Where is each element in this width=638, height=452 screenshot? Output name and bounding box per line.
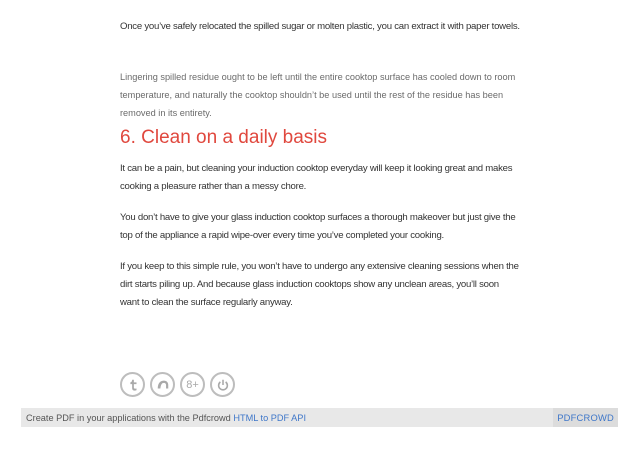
paragraph-wipe: You don’t have to give your glass induction cooktop surfaces a thorough makeover but just give the top of the appliance a rapid wipe-over every time you’ve completed your cooking.	[120, 212, 516, 241]
html-to-pdf-link[interactable]: HTML to PDF API	[233, 412, 306, 423]
paragraph-residue: Lingering spilled residue ought to be left until the entire cooktop surface has cooled down to room temperature, and naturally the cooktop shouldn’t be used until the rest of the residue has been removed in its entirety.	[120, 72, 516, 118]
tumblr-icon[interactable]	[120, 372, 145, 397]
share-buttons	[120, 372, 235, 397]
paragraph-rule: If you keep to this simple rule, you won’t have to undergo any extensive cleaning sessions when the dirt starts piling up. And because glass induction cooktops show any unclean areas, you’ll soon want to clean the surface regularly anyway.	[120, 261, 519, 308]
pdfcrowd-brand[interactable]: PDFCROWD	[553, 408, 618, 427]
paragraph-daily: It can be a pain, but cleaning your induction cooktop everyday will keep it looking great and makes cooking a pleasure rather than a messy chore.	[120, 163, 513, 192]
footer-text	[21, 413, 306, 423]
footer-label: Create PDF in your applications with the Pdfcrowd	[26, 412, 234, 423]
paragraph-relocate: Once you’ve safely relocated the spilled sugar or molten plastic, you can extract it with paper towels.	[120, 21, 520, 32]
stumbleupon-icon[interactable]	[150, 372, 175, 397]
power-icon[interactable]	[210, 372, 235, 397]
section-heading: 6. Clean on a daily basis	[120, 127, 328, 148]
google-plus-label: 8+	[186, 378, 199, 391]
google-plus-icon[interactable]	[180, 372, 205, 397]
pdfcrowd-footer	[21, 408, 618, 427]
